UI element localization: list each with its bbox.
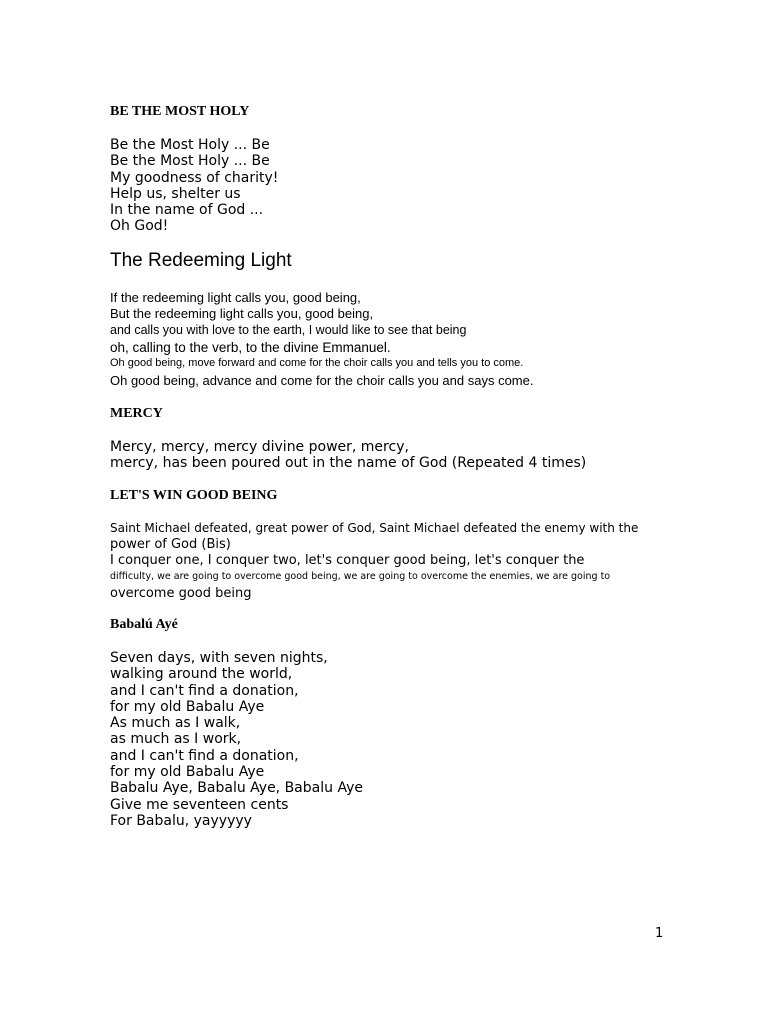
verse-line: Give me seventeen cents xyxy=(110,796,289,813)
verse-line: As much as I walk, xyxy=(110,715,241,732)
verse-line: Oh good being, advance and come for the choir calls you and says come. xyxy=(110,373,534,388)
verse-line: overcome good being xyxy=(110,586,252,601)
verse-be-the-most-holy xyxy=(110,137,278,235)
verse-line: Oh good being, move forward and come for the choir calls you and tells you to come. xyxy=(110,357,524,369)
section-heading-redeeming-light: The Redeeming Light xyxy=(110,250,292,271)
verse-line: Be the Most Holy ... Be xyxy=(110,153,270,170)
verse-line: Babalu Aye, Babalu Aye, Babalu Aye xyxy=(110,780,363,797)
verse-redeeming-light xyxy=(110,289,533,390)
verse-line: and I can't find a donation, xyxy=(110,747,299,764)
section-heading-lets-win-good-being: LET'S WIN GOOD BEING xyxy=(110,488,278,503)
verse-line: In the name of God ... xyxy=(110,202,264,219)
verse-line: But the redeeming light calls you, good being, xyxy=(110,306,374,321)
verse-line: Mercy, mercy, mercy divine power, mercy, xyxy=(110,439,409,455)
verse-line: I conquer one, I conquer two, let's conquer good being, let's conquer the xyxy=(110,553,585,568)
verse-line: power of God (Bis) xyxy=(110,537,231,552)
verse-line: If the redeeming light calls you, good being, xyxy=(110,290,361,305)
verse-line: Seven days, with seven nights, xyxy=(110,650,328,666)
verse-line: Oh God! xyxy=(110,218,169,235)
verse-line: walking around the world, xyxy=(110,666,293,683)
verse-line: difficulty, we are going to overcome good being, we are going to overcome the enemies, we are going to xyxy=(110,571,611,582)
verse-line: mercy, has been poured out in the name of God (Repeated 4 times) xyxy=(110,455,587,472)
verse-line: and calls you with love to the earth, I would like to see that being xyxy=(110,323,467,337)
section-heading-mercy: MERCY xyxy=(110,406,163,421)
verse-line: Be the Most Holy ... Be xyxy=(110,137,270,153)
verse-line: For Babalu, yayyyyy xyxy=(110,812,252,829)
verse-line: for my old Babalu Aye xyxy=(110,764,265,781)
verse-line: for my old Babalu Aye xyxy=(110,698,265,715)
verse-babalu-aye xyxy=(110,650,363,829)
page-number: 1 xyxy=(655,926,664,941)
verse-line: Saint Michael defeated, great power of God, Saint Michael defeated the enemy with the xyxy=(110,521,639,535)
section-heading-be-the-most-holy: BE THE MOST HOLY xyxy=(110,104,250,119)
verse-line: My goodness of charity! xyxy=(110,169,279,186)
verse-line: oh, calling to the verb, to the divine Emmanuel. xyxy=(110,340,391,355)
verse-lets-win-good-being xyxy=(110,519,638,603)
verse-mercy xyxy=(110,439,586,472)
section-heading-babalu-aye: Babalú Ayé xyxy=(110,617,178,632)
verse-line: Help us, shelter us xyxy=(110,185,241,202)
verse-line: as much as I work, xyxy=(110,731,242,748)
verse-line: and I can't find a donation, xyxy=(110,682,299,699)
